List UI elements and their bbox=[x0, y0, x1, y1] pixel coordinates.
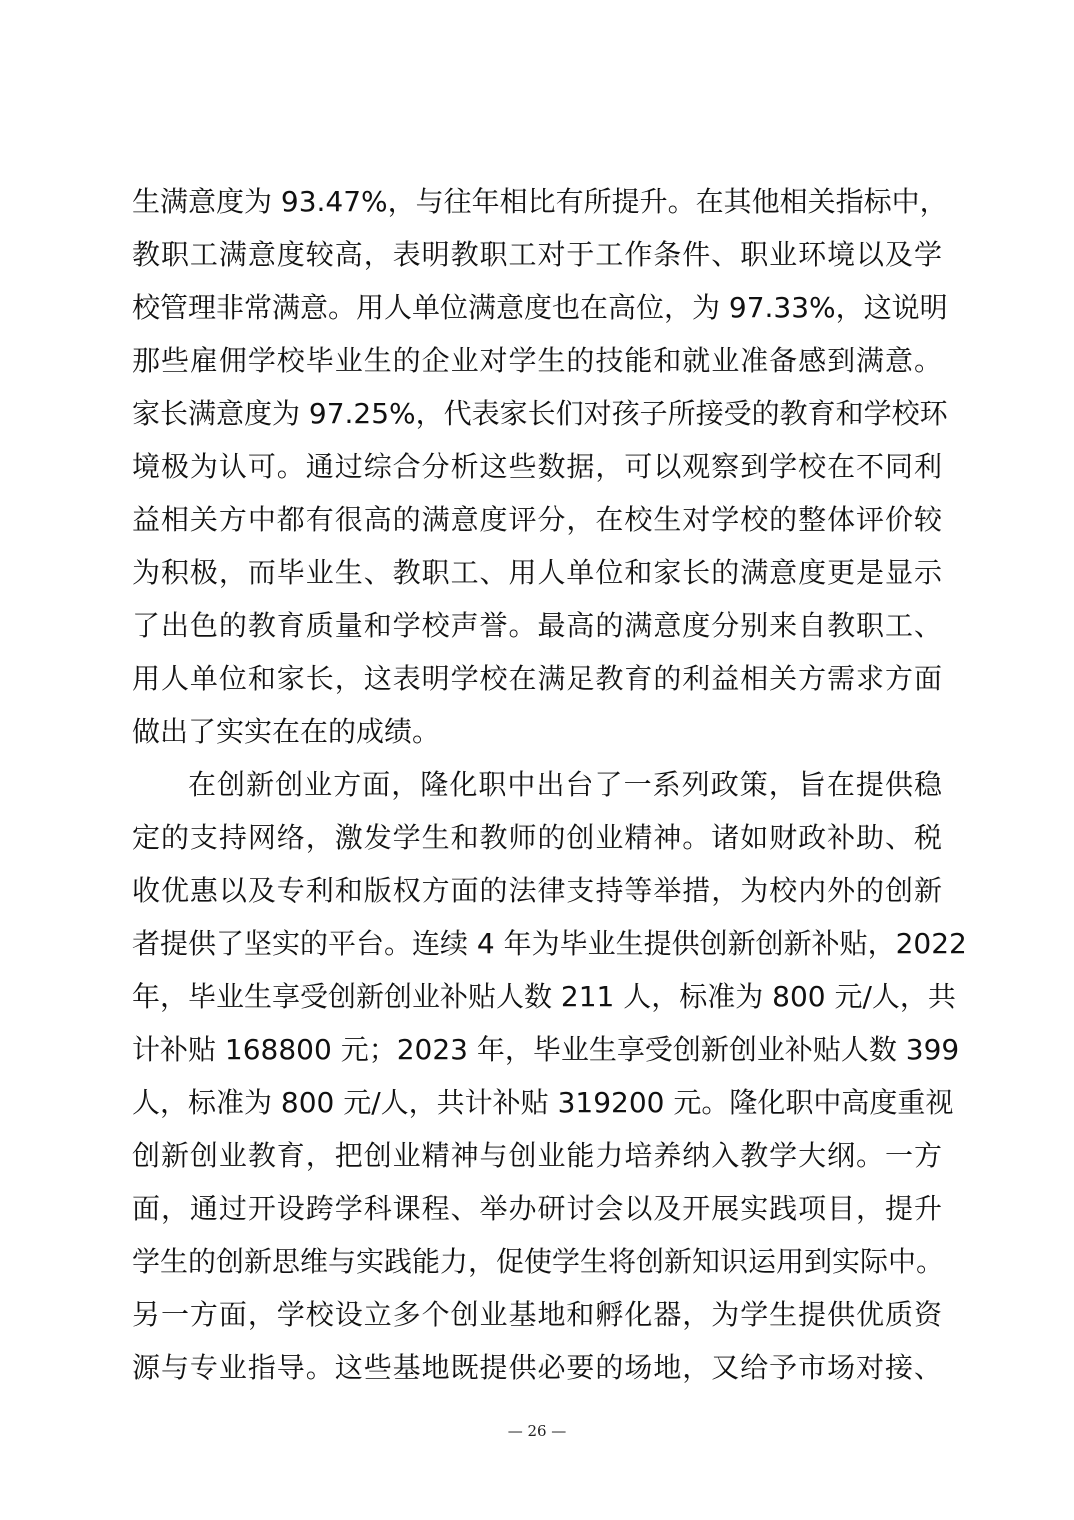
text-line: 定的支持网络，激发学生和教师的创业精神。诸如财政补助、税 bbox=[132, 821, 942, 854]
text-line: 在创新创业方面，隆化职中出台了一系列政策，旨在提供稳 bbox=[188, 768, 942, 801]
text-line: 学生的创新思维与实践能力，促使学生将创新知识运用到实际中。 bbox=[132, 1245, 945, 1278]
text-line: 益相关方中都有很高的满意度评分，在校生对学校的整体评价较 bbox=[132, 503, 942, 536]
text-line: 做出了实实在在的成绩。 bbox=[132, 715, 441, 748]
text-line: 校管理非常满意。用人单位满意度也在高位，为 97.33%，这说明 bbox=[132, 291, 948, 324]
paragraph-satisfaction bbox=[132, 175, 948, 758]
text-line: 那些雇佣学校毕业生的企业对学生的技能和就业准备感到满意。 bbox=[132, 344, 942, 377]
text-line: 另一方面，学校设立多个创业基地和孵化器，为学生提供优质资 bbox=[132, 1298, 942, 1331]
text-line: 教职工满意度较高，表明教职工对于工作条件、职业环境以及学 bbox=[132, 238, 942, 271]
text-line: 了出色的教育质量和学校声誉。最高的满意度分别来自教职工、 bbox=[132, 609, 942, 642]
text-line: 计补贴 168800 元；2023 年，毕业生享受创新创业补贴人数 399 bbox=[132, 1033, 960, 1066]
text-line: 人，标准为 800 元/人，共计补贴 319200 元。隆化职中高度重视 bbox=[132, 1086, 954, 1119]
text-line: 用人单位和家长，这表明学校在满足教育的利益相关方需求方面 bbox=[132, 662, 942, 695]
text-line: 创新创业教育，把创业精神与创业能力培养纳入教学大纲。一方 bbox=[132, 1139, 942, 1172]
text-line: 境极为认可。通过综合分析这些数据，可以观察到学校在不同利 bbox=[132, 450, 942, 483]
document-body bbox=[132, 175, 967, 1394]
page-number: — 26 — bbox=[507, 1422, 567, 1440]
text-line: 为积极，而毕业生、教职工、用人单位和家长的满意度更是显示 bbox=[132, 556, 942, 589]
text-line: 源与专业指导。这些基地既提供必要的场地，又给予市场对接、 bbox=[132, 1351, 942, 1384]
text-line: 年，毕业生享受创新创业补贴人数 211 人，标准为 800 元/人，共 bbox=[132, 980, 956, 1013]
text-line: 收优惠以及专利和版权方面的法律支持等举措，为校内外的创新 bbox=[132, 874, 942, 907]
text-line: 生满意度为 93.47%，与往年相比有所提升。在其他相关指标中， bbox=[132, 185, 948, 218]
text-line: 者提供了坚实的平台。连续 4 年为毕业生提供创新创新补贴，2022 bbox=[132, 927, 967, 960]
paragraph-innovation bbox=[132, 758, 967, 1394]
text-line: 家长满意度为 97.25%，代表家长们对孩子所接受的教育和学校环 bbox=[132, 397, 948, 430]
text-line: 面，通过开设跨学科课程、举办研讨会以及开展实践项目，提升 bbox=[132, 1192, 942, 1225]
